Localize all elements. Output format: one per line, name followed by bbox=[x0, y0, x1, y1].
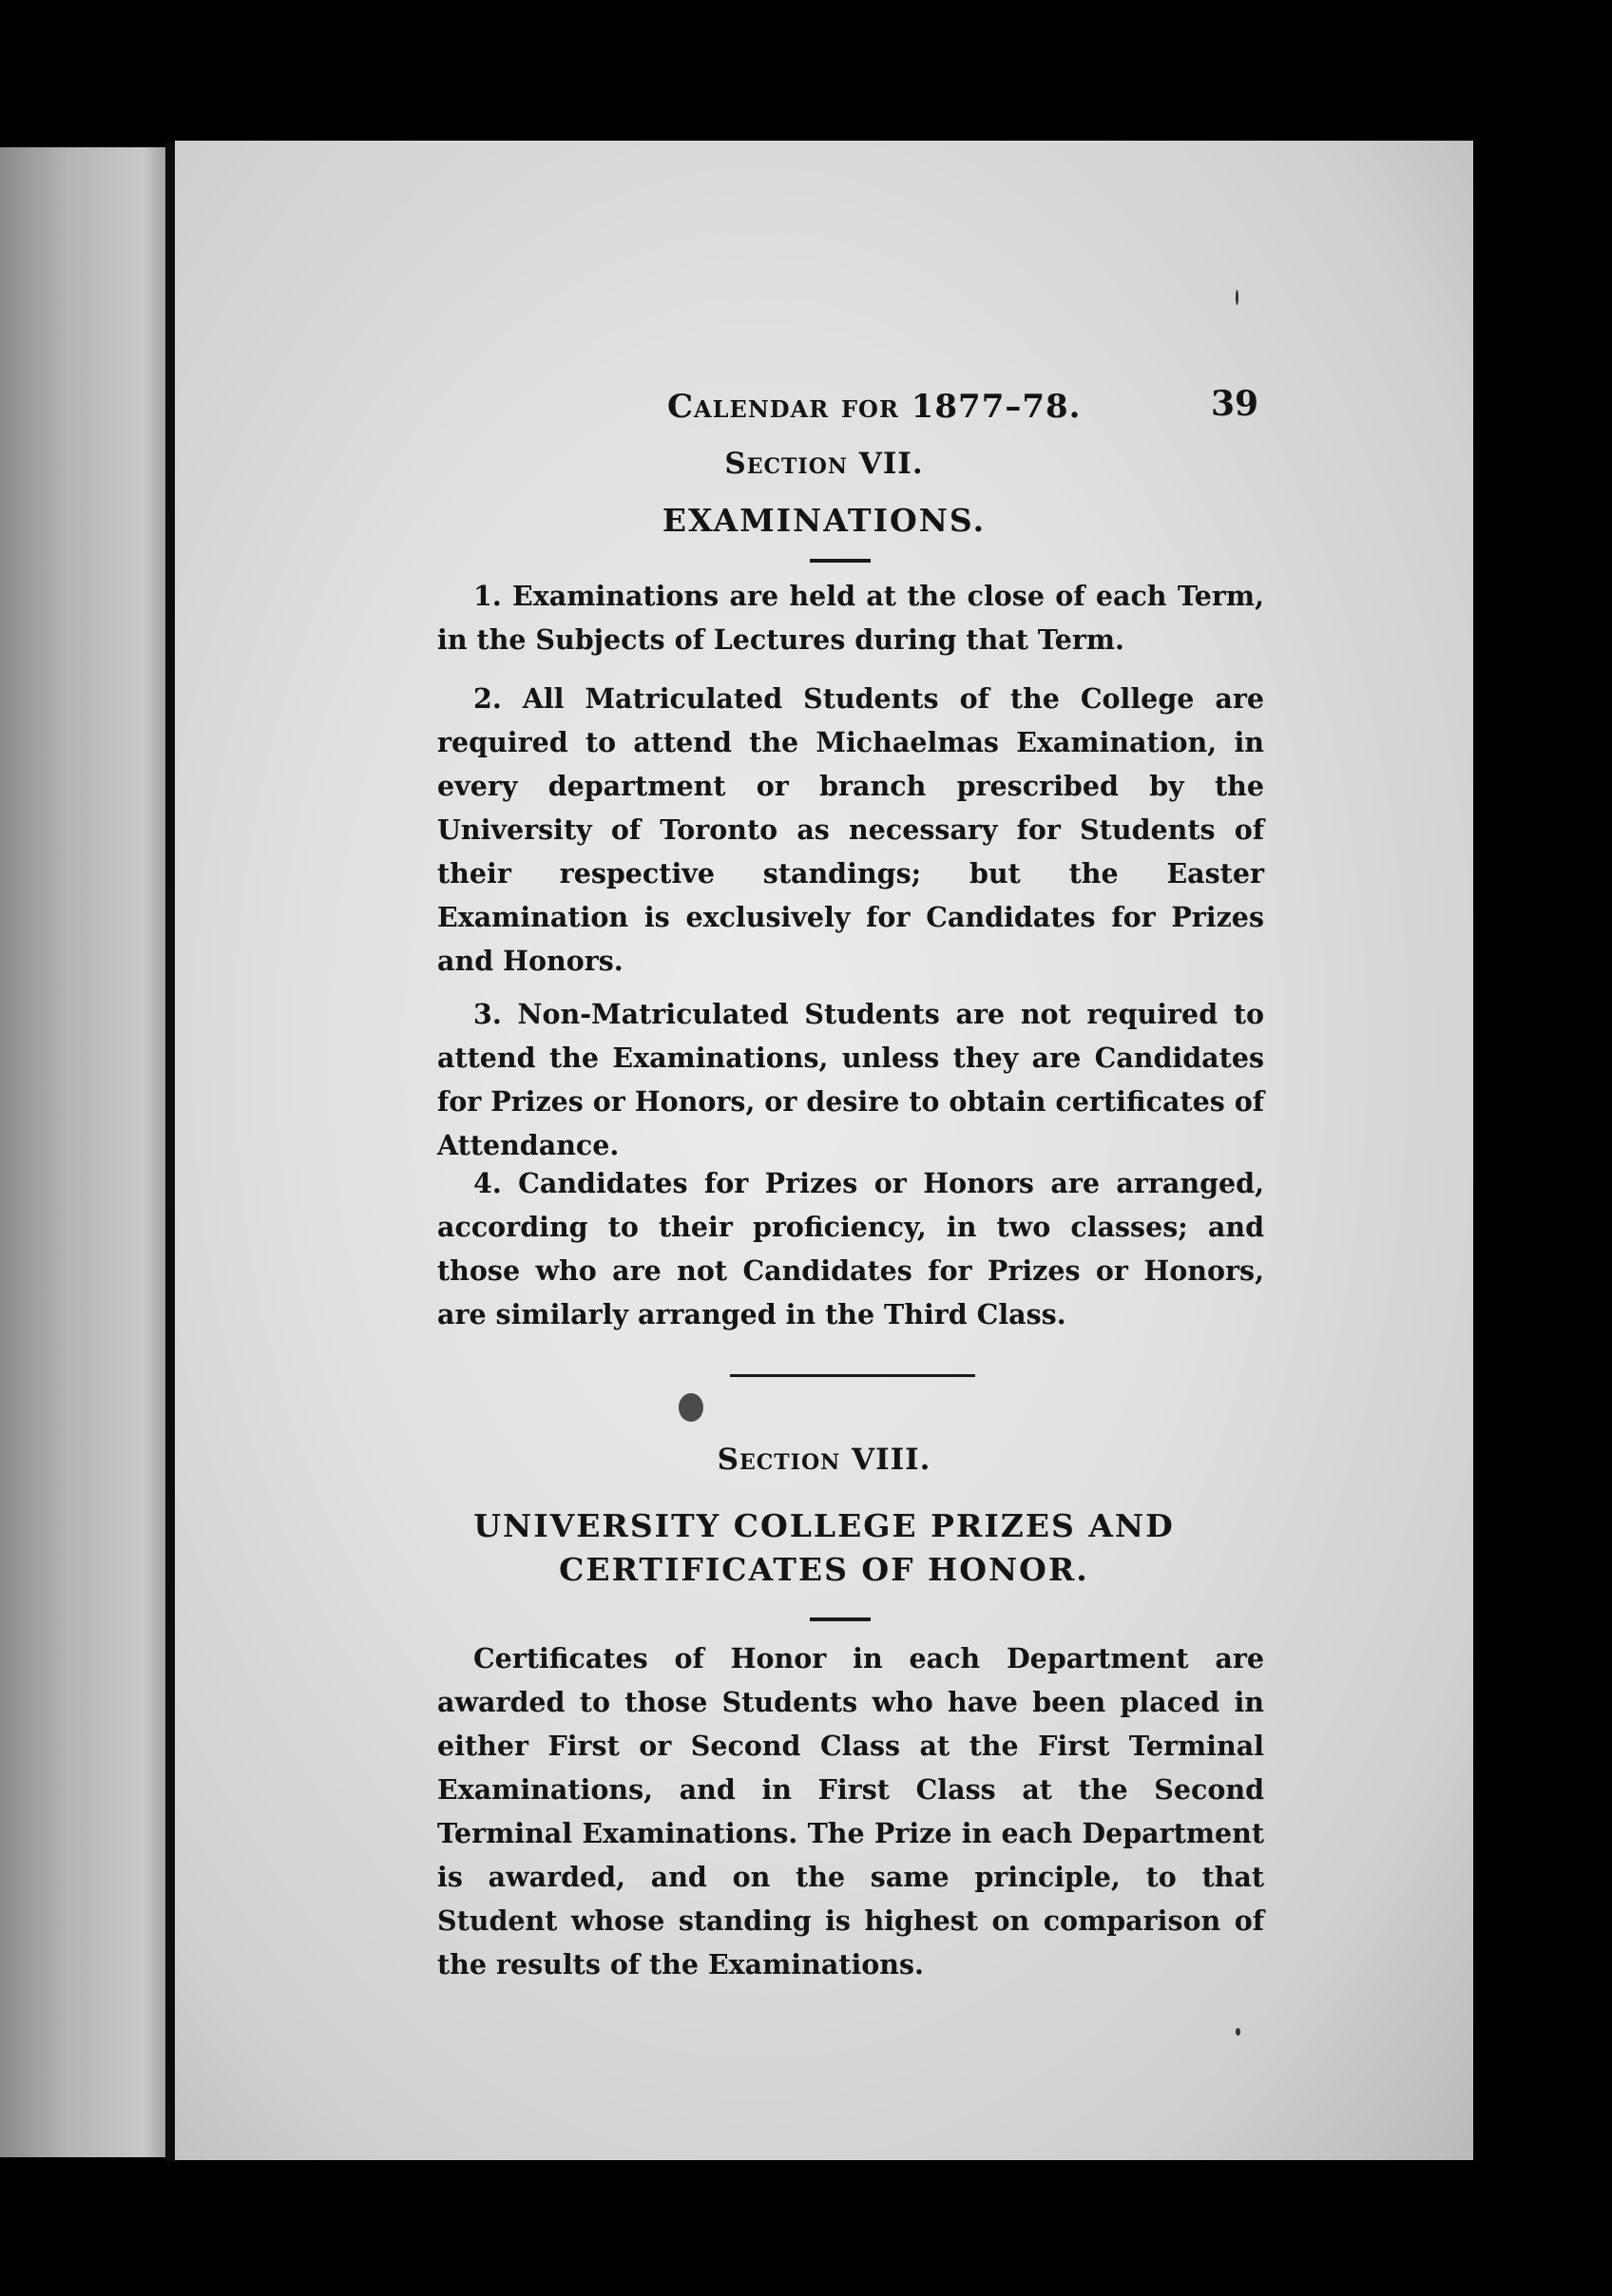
title-rule bbox=[810, 559, 871, 563]
page-number: 39 bbox=[1211, 384, 1259, 424]
section-vii-label: Section VII. bbox=[724, 447, 924, 481]
section-viii-label: Section VIII. bbox=[717, 1443, 931, 1477]
book-page bbox=[175, 141, 1473, 2160]
section-viii-title-line-2: CERTIFICATES OF HONOR. bbox=[559, 1551, 1089, 1588]
paragraph-4: 4. Candidates for Prizes or Honors are arranged, according to their proficiency, in two classes; and those who are not Candidates for Prizes or Honors, are similarly arranged in the Third Class. bbox=[437, 1167, 1264, 1330]
scan-speck bbox=[1236, 2028, 1240, 2036]
section-viii-title-line-1: UNIVERSITY COLLEGE PRIZES AND bbox=[473, 1507, 1175, 1544]
paragraph-prizes: Certificates of Honor in each Department are awarded to those Students who have been placed in either First or Second Class at the First Terminal Examinations, and in First Class at the Second Terminal Examinations. The Prize in each Department is awarded, and on the same principle, to that Student whose standing is highest on comparison of the results of the Examinations. bbox=[437, 1642, 1264, 1980]
section-vii-title: EXAMINATIONS. bbox=[662, 502, 987, 539]
scan-speck bbox=[1236, 290, 1238, 305]
running-head: Calendar for 1877–78. bbox=[667, 388, 1082, 426]
ink-blot bbox=[679, 1393, 703, 1422]
paragraph-2: 2. All Matriculated Students of the College are required to attend the Michaelmas Examination, in every department or branch prescribed by the University of Toronto as necessary for Students of their respective standings; but the Easter Examination is exclusively for Candidates for Prizes and Honors. bbox=[437, 682, 1264, 977]
paragraph-3: 3. Non-Matriculated Students are not required to attend the Examinations, unless they are Candidates for Prizes or Honors, or desire to obtain certificates of Attendance. bbox=[437, 998, 1264, 1161]
title-rule bbox=[810, 1617, 871, 1621]
facing-page-edge bbox=[0, 147, 169, 2157]
paragraph-1: 1. Examinations are held at the close of each Term, in the Subjects of Lectures during that Term. bbox=[437, 580, 1264, 656]
section-divider-rule bbox=[730, 1374, 975, 1377]
